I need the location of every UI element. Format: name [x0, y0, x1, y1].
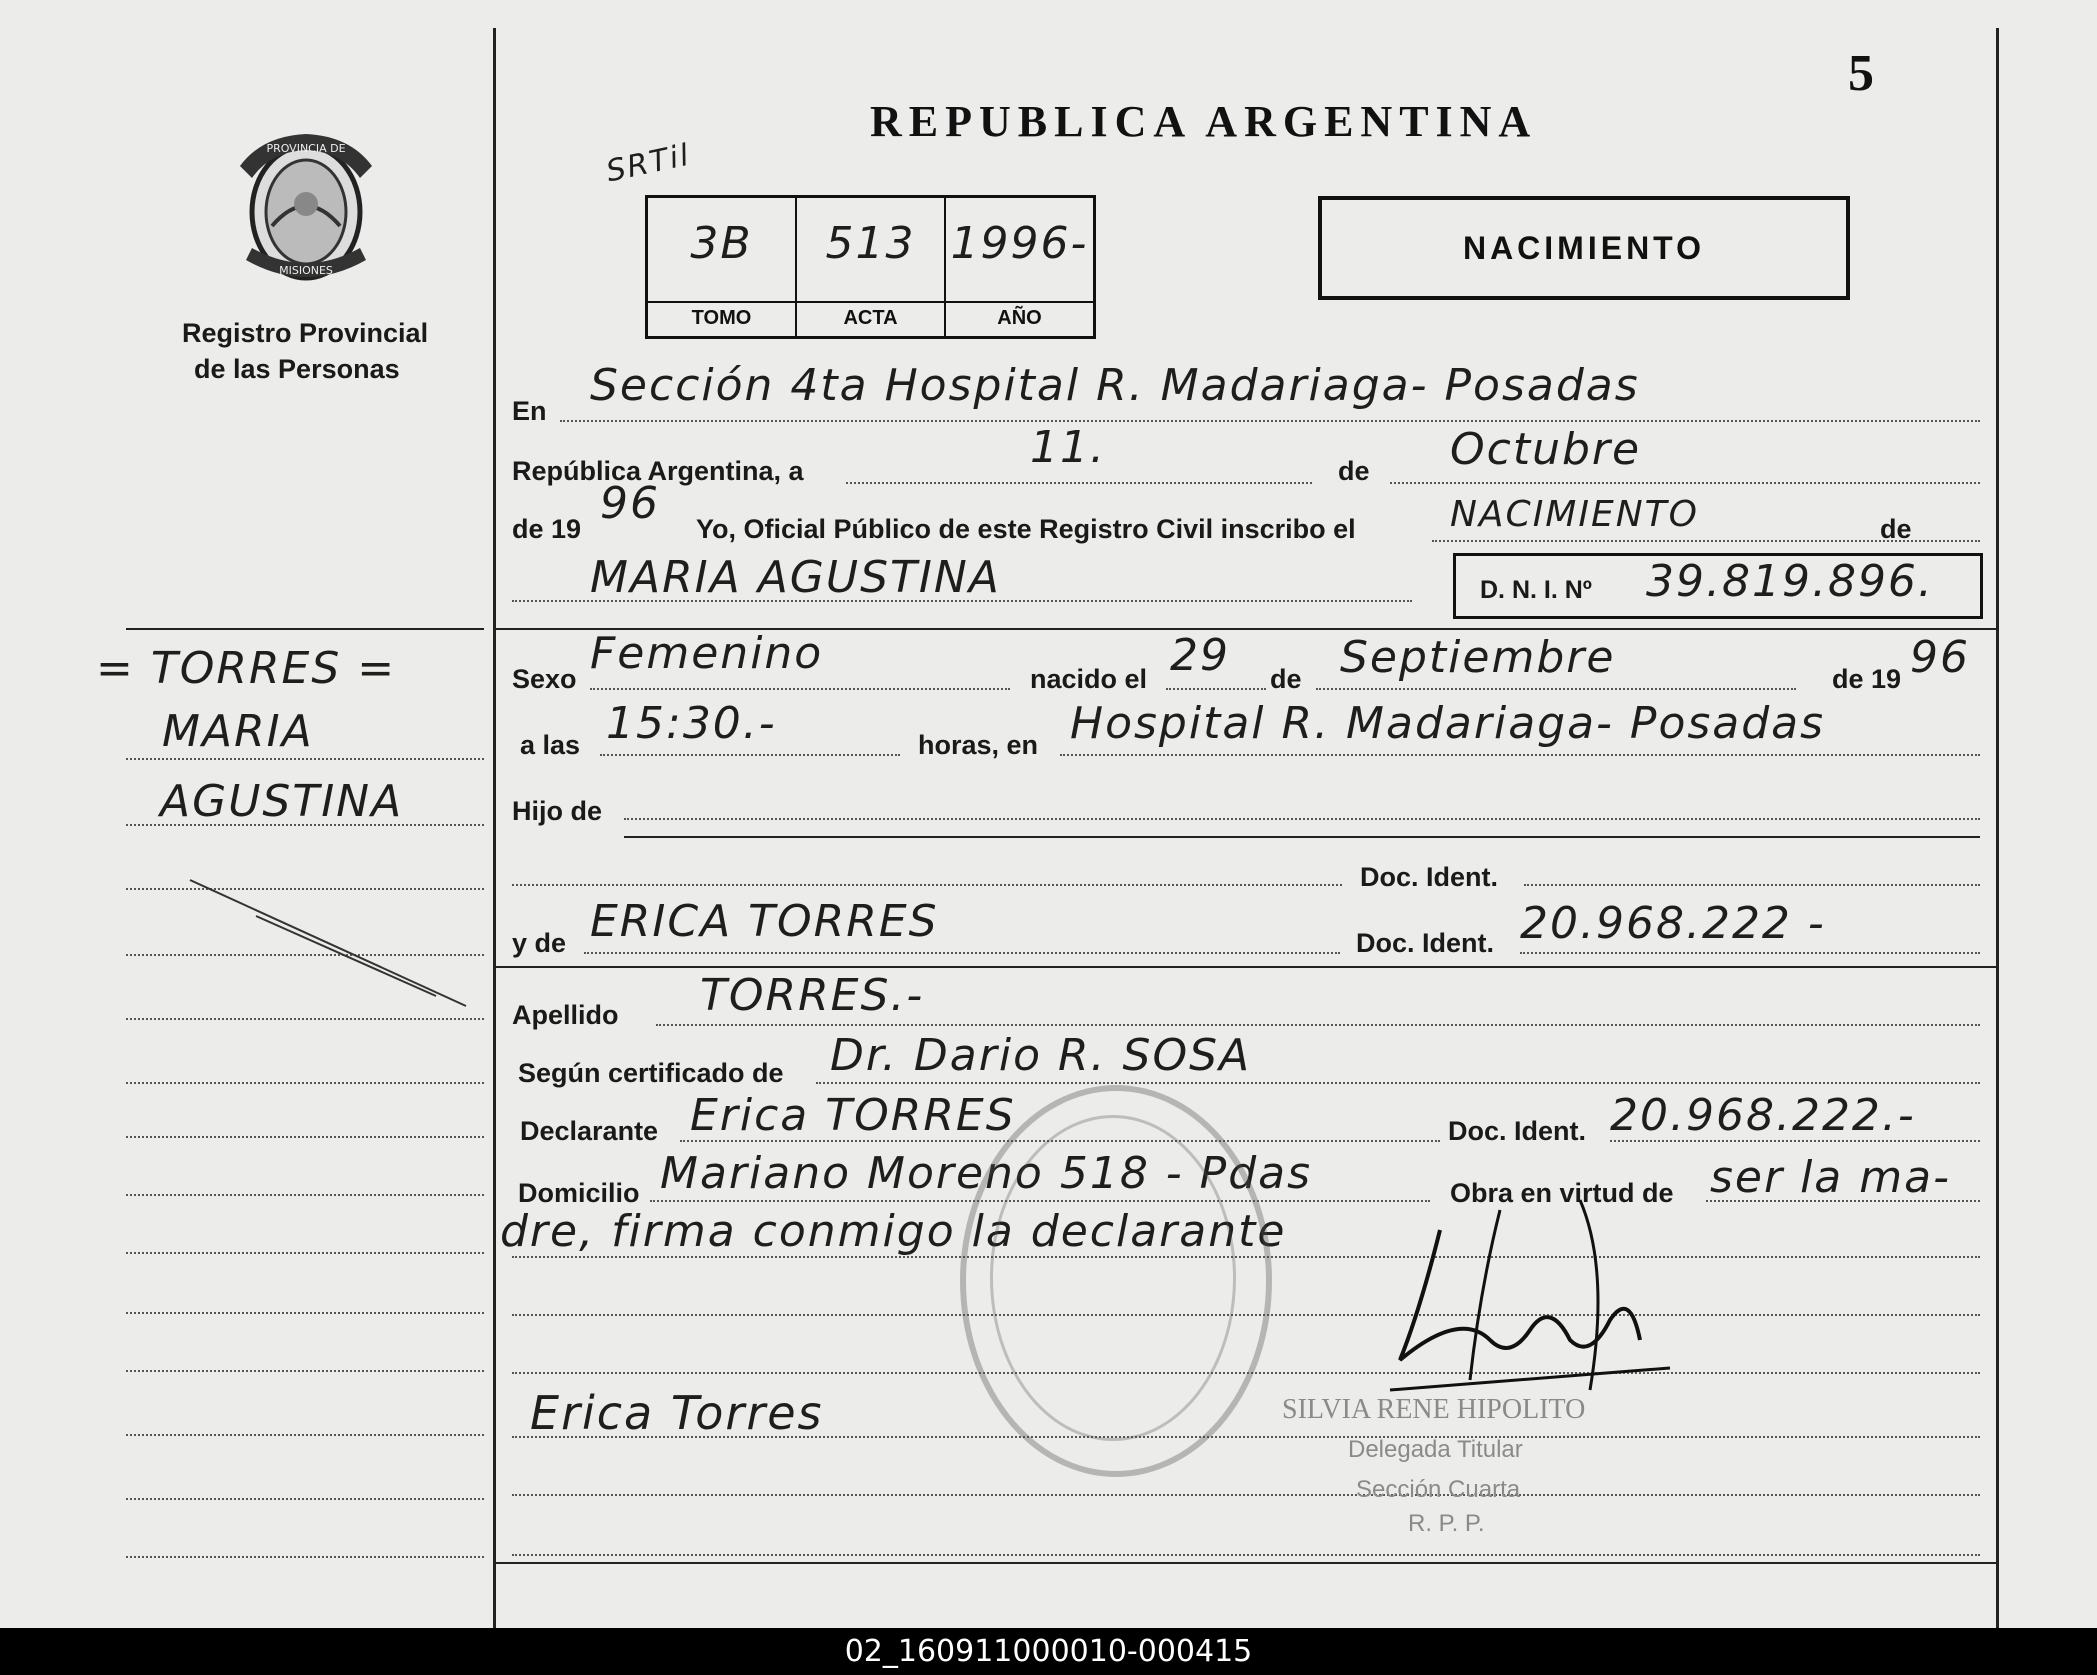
apellido-value: TORRES.-	[700, 970, 925, 1021]
horas-label: horas, en	[918, 730, 1039, 760]
left-rule	[126, 1082, 484, 1084]
month-value: Octubre	[1450, 424, 1642, 475]
record-annotation: SRTil	[603, 137, 694, 190]
sexo-label: Sexo	[512, 664, 577, 694]
anio-label: AÑO	[946, 301, 1093, 330]
rule	[624, 836, 1980, 838]
day-value: 11.	[1030, 422, 1106, 473]
birth-month: Septiembre	[1340, 632, 1616, 683]
right-border	[1996, 28, 1999, 1628]
sexo-value: Femenino	[590, 628, 824, 679]
de-label2: de	[1880, 514, 1912, 544]
anio-value: 1996-	[950, 218, 1089, 269]
doc-ident-label1: Doc. Ident.	[1360, 862, 1499, 892]
rule	[512, 1494, 1980, 1496]
rule	[512, 884, 1342, 886]
official-name: SILVIA RENE HIPOLITO	[1282, 1394, 1586, 1425]
seccion-value: Sección 4ta Hospital R. Madariaga- Posadas	[590, 360, 1640, 411]
provincial-crest-icon	[232, 126, 380, 292]
en-label: En	[512, 396, 547, 426]
hour-value: 15:30.-	[606, 698, 777, 749]
anio-cell	[946, 198, 1093, 336]
doc-ident-label2: Doc. Ident.	[1356, 928, 1495, 958]
rule	[624, 818, 1980, 820]
registry-line2: de las Personas	[194, 354, 400, 384]
year-value: 96	[600, 478, 660, 529]
dni-value: 39.819.896.	[1646, 556, 1934, 607]
left-rule	[126, 824, 484, 826]
nacido-label: nacido el	[1030, 664, 1148, 694]
dni-label: D. N. I. Nº	[1480, 576, 1592, 604]
left-rule	[126, 1556, 484, 1558]
footer-code: 02_160911000010-000415	[0, 1628, 2097, 1675]
rule	[1390, 482, 1980, 484]
republica-label: República Argentina, a	[512, 456, 804, 486]
tomo-value: 3B	[690, 218, 753, 269]
left-rule	[126, 1434, 484, 1436]
left-rule	[126, 1252, 484, 1254]
tomo-cell	[648, 198, 797, 336]
rule	[1060, 754, 1980, 756]
left-rule	[126, 1194, 484, 1196]
declarante-value: Erica TORRES	[690, 1090, 1016, 1141]
mother-value: ERICA TORRES	[590, 896, 939, 947]
left-divider	[126, 628, 484, 630]
de-label: de	[1338, 456, 1370, 486]
segun-label: Según certificado de	[518, 1058, 784, 1088]
left-rule	[126, 1136, 484, 1138]
rule	[600, 754, 900, 756]
obra-value: ser la ma-	[1710, 1152, 1951, 1203]
record-type-box: NACIMIENTO	[1318, 196, 1850, 300]
left-rule	[126, 1312, 484, 1314]
rule	[1166, 688, 1266, 690]
left-rule	[126, 1018, 484, 1020]
bottom-rule	[496, 1562, 1996, 1564]
official-signature-icon	[1380, 1190, 1680, 1420]
rule	[496, 966, 1996, 968]
declarante-doc: 20.968.222.-	[1610, 1090, 1916, 1141]
acta-label: ACTA	[797, 301, 944, 330]
rule	[816, 1082, 1980, 1084]
declarante-label: Declarante	[520, 1116, 659, 1146]
crest-top-text: PROVINCIA DE	[266, 142, 346, 155]
inscribo-value: NACIMIENTO	[1450, 494, 1699, 535]
official-org: R. P. P.	[1408, 1510, 1485, 1537]
rule	[560, 420, 1980, 422]
official-seal-inner	[990, 1115, 1236, 1441]
birth-year-prefix: de 19	[1832, 664, 1902, 694]
a-las-label: a las	[520, 730, 581, 760]
name-value: MARIA AGUSTINA	[590, 552, 1001, 603]
margin-name2: AGUSTINA	[160, 776, 404, 827]
crest-bottom-text: MISIONES	[279, 264, 333, 277]
birth-day: 29	[1170, 630, 1230, 681]
rule	[584, 952, 1340, 954]
acta-cell	[797, 198, 946, 336]
page-number: 5	[1848, 45, 1874, 102]
record-number-box	[645, 195, 1096, 339]
year-prefix: de 19	[512, 514, 582, 544]
left-column-border	[493, 28, 496, 1628]
y-de-label: y de	[512, 928, 567, 958]
domicilio-label: Domicilio	[518, 1178, 640, 1208]
rule	[1520, 952, 1980, 954]
margin-name1: MARIA	[162, 706, 314, 757]
continuation-value: dre, firma conmigo la declarante	[500, 1206, 1287, 1257]
tomo-label: TOMO	[648, 301, 795, 330]
apellido-label: Apellido	[512, 1000, 619, 1030]
obra-label: Obra en virtud de	[1450, 1178, 1674, 1208]
rule	[590, 688, 1010, 690]
rule	[656, 1024, 1980, 1026]
mother-doc: 20.968.222 -	[1520, 898, 1826, 949]
birth-year: 96	[1910, 632, 1970, 683]
rule	[846, 482, 1312, 484]
rule	[512, 1554, 1980, 1556]
left-rule	[126, 1498, 484, 1500]
oficial-label: Yo, Oficial Público de este Registro Civil inscribo el	[696, 514, 1356, 544]
hijo-label: Hijo de	[512, 796, 603, 826]
acta-value: 513	[825, 218, 916, 269]
left-rule	[126, 1370, 484, 1372]
domicilio-value: Mariano Moreno 518 - Pdas	[660, 1148, 1313, 1199]
official-role: Delegada Titular	[1348, 1436, 1523, 1463]
rule	[1316, 688, 1796, 690]
official-section: Sección Cuarta	[1356, 1476, 1521, 1503]
dni-box	[1453, 553, 1983, 619]
page-title: REPUBLICA ARGENTINA	[870, 97, 1538, 146]
left-rule	[126, 758, 484, 760]
segun-value: Dr. Dario R. SOSA	[830, 1030, 1252, 1081]
registry-line1: Registro Provincial	[182, 318, 429, 348]
doc-ident-label3: Doc. Ident.	[1448, 1116, 1587, 1146]
de-label3: de	[1270, 664, 1302, 694]
place-value: Hospital R. Madariaga- Posadas	[1070, 698, 1826, 749]
margin-surname: = TORRES =	[96, 643, 397, 694]
cancel-strike-icon	[186, 876, 476, 1016]
rule	[1524, 884, 1980, 886]
declarant-signature: Erica Torres	[530, 1386, 824, 1440]
